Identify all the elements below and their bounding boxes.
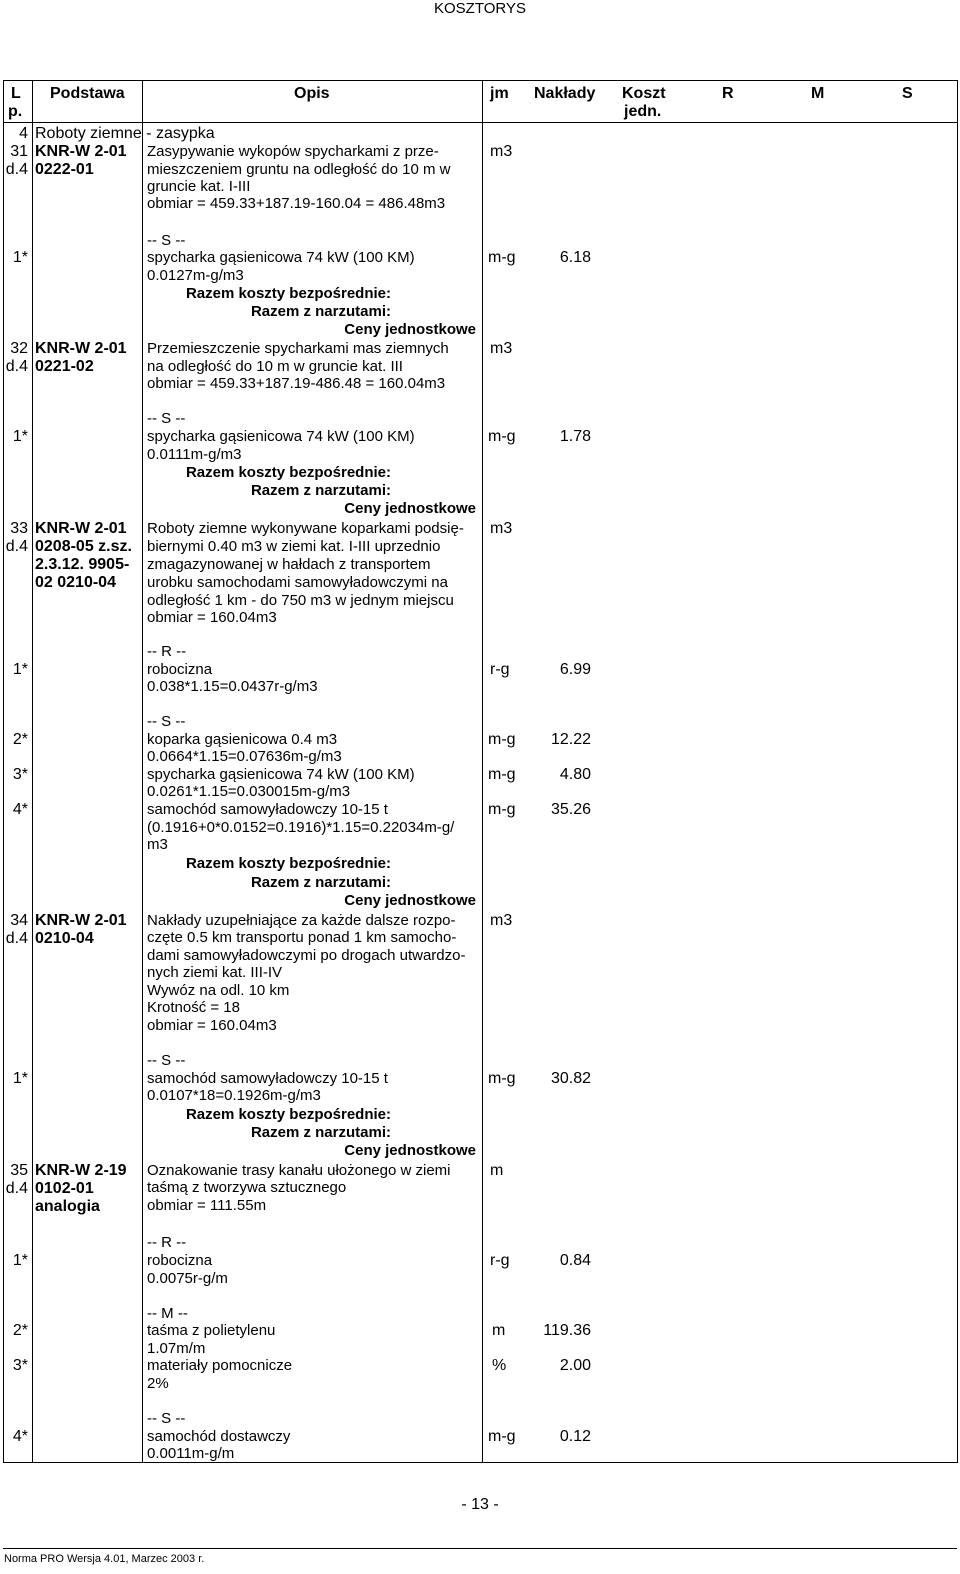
cell-text: Razem koszty bezpośrednie: [185,285,391,302]
cell-text: 0.0664*1.15=0.07636m-g/m3 [147,748,342,765]
cell-text: 35.26 [550,801,591,818]
cell-text: Oznakowanie trasy kanału ułożonego w ziemi [147,1162,451,1179]
cell-text: 3* [12,766,28,783]
cell-text: zmagazynowanej w hałdach z transportem [147,556,431,573]
cell-text: 35 [10,1162,28,1179]
cell-text: (0.1916+0*0.0152=0.1916)*1.15=0.22034m-g/ [147,819,455,836]
cell-text: Razem z narzutami: [250,1124,391,1141]
col-opis: Opis [294,85,330,102]
cell-text: -- S -- [147,232,186,249]
cell-text: obmiar = 459.33+187.19-486.48 = 160.04m3 [147,375,446,392]
cell-text: Krotność = 18 [147,999,240,1016]
cell-text: Przemieszczenie spycharkami mas ziemnych [147,340,449,357]
cell-text: samochód dostawczy [147,1428,291,1445]
software-info: Norma PRO Wersja 4.01, Marzec 2003 r. [4,1553,205,1565]
cell-text: -- S -- [147,410,186,427]
cell-text: obmiar = 111.55m [147,1197,267,1214]
cell-text: % [492,1357,507,1374]
cell-text: Roboty ziemne - zasypka [35,125,215,142]
cell-text: dami samowyładowczymi po drogach utwardzo- [147,947,466,964]
cell-text: 1* [12,1070,28,1087]
cell-text: 12.22 [550,731,591,748]
cell-text: Razem z narzutami: [250,482,391,499]
cell-text: 0210-04 [35,930,94,947]
cell-text: 0.0011m-g/m [147,1445,235,1462]
page-title [0,0,960,18]
cell-text: koparka gąsienicowa 0.4 m3 [147,731,338,748]
cell-text: samochód samowyładowczy 10-15 t [147,1070,388,1087]
cell-text: KNR-W 2-01 [35,520,127,537]
cell-text: Zasypywanie wykopów spycharkami z prze- [147,143,439,160]
cell-text: m-g [488,1070,516,1087]
cell-text: -- S -- [147,1410,186,1427]
cell-text: 30.82 [550,1070,591,1087]
cell-text: 119.36 [543,1322,591,1339]
cell-text: 1* [12,661,28,678]
cell-text: 1* [12,249,28,266]
cell-text: 4* [12,801,28,818]
cell-text: 6.99 [559,661,591,678]
cell-text: 0.0111m-g/m3 [147,446,242,463]
cell-text: gruncie kat. I-III [147,178,251,195]
cell-text: d.4 [5,930,28,947]
cell-text: r-g [490,1252,510,1269]
cell-text: 0.0261*1.15=0.030015m-g/m3 [147,783,351,800]
cell-text: obmiar = 160.04m3 [147,609,277,626]
cell-text: -- R -- [147,643,187,660]
cell-text: 1.07m/m [147,1340,206,1357]
cell-text: 0.038*1.15=0.0437r-g/m3 [147,678,318,695]
cell-text: obmiar = 160.04m3 [147,1017,277,1034]
cell-text: odległość 1 km - do 750 m3 w jednym miejscu [147,592,454,609]
cell-text: robocizna [147,1252,213,1269]
cell-text: Razem z narzutami: [250,303,391,320]
cell-text: -- S -- [147,713,186,730]
cell-text: KNR-W 2-01 [35,143,127,160]
cell-text: m-g [488,428,516,445]
cell-text: d.4 [5,161,28,178]
cell-text: KNR-W 2-19 [35,1162,127,1179]
cell-text: 0.0075r-g/m [147,1270,228,1287]
cell-text: m3 [490,912,513,929]
col-r: R [722,85,734,102]
cell-text: Ceny jednostkowe [344,500,476,517]
cell-text: Ceny jednostkowe [344,892,476,909]
col-lp-1: L [11,85,21,102]
cell-text: d.4 [5,1180,28,1197]
cell-text: samochód samowyładowczy 10-15 t [147,801,388,818]
cell-text: analogia [35,1198,100,1215]
cell-text: 0221-02 [35,358,94,375]
col-podstawa: Podstawa [50,85,125,102]
cell-text: Razem koszty bezpośrednie: [185,1106,391,1123]
cell-text: spycharka gąsienicowa 74 kW (100 KM) [147,249,415,266]
col-m: M [811,85,825,102]
cell-text: obmiar = 459.33+187.19-160.04 = 486.48m3 [147,195,446,212]
cell-text: -- S -- [147,1052,186,1069]
cell-text: m-g [488,766,516,783]
cell-text: KOSZTORYS [434,0,526,17]
cell-text: 0208-05 z.sz. [35,538,132,555]
cell-text: d.4 [5,538,28,555]
cell-text: m [492,1322,506,1339]
cell-text: taśmą z tworzywa sztucznego [147,1179,347,1196]
cell-text: Razem z narzutami: [250,874,391,891]
cell-text: Nakłady uzupełniające za każde dalsze rozpo- [147,912,456,929]
cell-text: Razem koszty bezpośrednie: [185,464,391,481]
cell-text: -- M -- [147,1305,188,1322]
col-koszt-1: Koszt [622,85,666,102]
cell-text: spycharka gąsienicowa 74 kW (100 KM) [147,428,415,445]
cell-text: 2* [12,1322,28,1339]
cell-text: m-g [488,249,516,266]
cell-text: Wywóz na odl. 10 km [147,982,290,999]
cell-text: 0102-01 [35,1180,94,1197]
cell-text: materiały pomocnicze [147,1357,293,1374]
cell-text: m3 [147,836,168,853]
cell-text: Razem koszty bezpośrednie: [185,855,391,872]
cell-text: spycharka gąsienicowa 74 kW (100 KM) [147,766,415,783]
cell-text: 31 [10,143,28,160]
cell-text: m-g [488,1428,516,1445]
cell-text: 0222-01 [35,161,94,178]
cell-text: KNR-W 2-01 [35,912,127,929]
cell-text: KNR-W 2-01 [35,340,127,357]
cell-text: 2% [147,1375,169,1392]
cell-text: m3 [490,340,513,357]
cell-text: 32 [10,340,28,357]
cell-text: 4* [12,1428,28,1445]
cell-text: nych ziemi kat. III-IV [147,964,283,981]
col-naklady: Nakłady [534,85,596,102]
cell-text: Roboty ziemne wykonywane koparkami podsię- [147,520,464,537]
cell-text: robocizna [147,661,213,678]
cell-text: m-g [488,731,516,748]
cell-text: 02 0210-04 [35,574,116,591]
cell-text: 2* [12,731,28,748]
cell-text: 0.0127m-g/m3 [147,267,244,284]
cell-text: r-g [490,661,510,678]
cell-text: 4 [19,125,28,142]
cell-text: 33 [10,520,28,537]
cell-text: 2.3.12. 9905- [35,556,130,573]
cell-text: m-g [488,801,516,818]
cell-text: na odległość do 10 m w gruncie kat. III [147,358,403,375]
cell-text: 0.12 [559,1428,591,1445]
cell-text: m [490,1162,504,1179]
cell-text: 4.80 [559,766,591,783]
cell-text: 0.0107*18=0.1926m-g/m3 [147,1087,321,1104]
col-lp-2: p. [8,103,23,120]
cell-text: 6.18 [559,249,591,266]
cell-text: 1* [12,1252,28,1269]
cell-text: Ceny jednostkowe [344,321,476,338]
col-jm: jm [490,85,509,102]
cell-text: d.4 [5,358,28,375]
footer-divider [3,1548,957,1549]
cell-text: 34 [10,912,28,929]
cell-text: mieszczeniem gruntu na odległość do 10 m w [147,161,451,178]
col-s: S [902,85,913,102]
cell-text: 0.84 [559,1252,591,1269]
cell-text: urobku samochodami samowyładowczymi na [147,574,448,591]
cell-text: 1.78 [559,428,591,445]
cell-text: 3* [12,1357,28,1374]
cell-text: m3 [490,520,513,537]
col-koszt-2: jedn. [624,103,662,120]
cell-text: 2.00 [559,1357,591,1374]
cell-text: m3 [490,143,513,160]
cell-text: taśma z polietylenu [147,1322,276,1339]
cell-text: -- R -- [147,1234,187,1251]
cell-text: biernymi 0.40 m3 w ziemi kat. I-III uprzednio [147,538,441,555]
cell-text: Ceny jednostkowe [344,1142,476,1159]
page-number: - 13 - [461,1496,499,1513]
cell-text: częte 0.5 km transportu ponad 1 km samocho- [147,929,457,946]
cell-text: 1* [12,428,28,445]
